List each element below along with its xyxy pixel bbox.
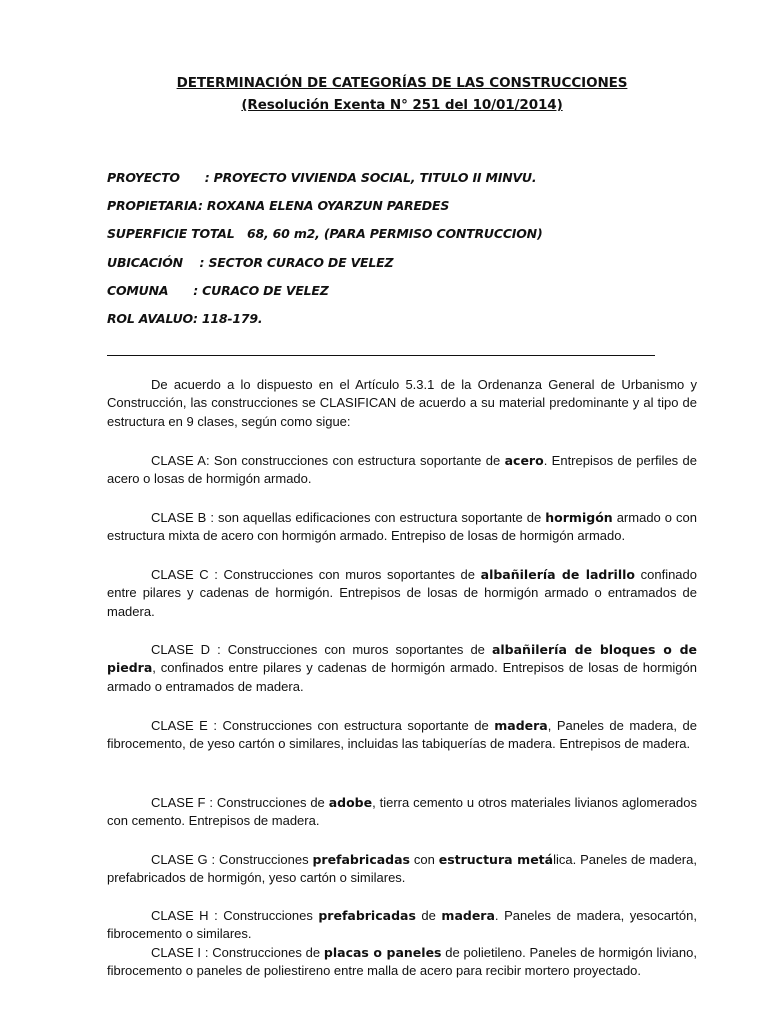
clase-b-material: hormigón	[545, 510, 613, 525]
clase-g-material: prefabricadas	[312, 852, 410, 867]
clase-f-material: adobe	[328, 795, 373, 810]
clase-e-paragraph: CLASE E : Construcciones con estructura soportante de madera, Paneles de madera, de fibrocemento, de yeso cartón o similares, incluidas las tabiquerías de madera. Entrepisos de madera.	[107, 718, 697, 752]
clase-b-paragraph: CLASE B : son aquellas edificaciones con estructura soportante de hormigón armado o con estructura mixta de acero con hormigón armado. Entrepiso de losas de hormigón armado.	[107, 510, 698, 544]
meta-comuna: COMUNA : CURACO DE VELEZ	[107, 283, 329, 298]
meta-rol-avaluo: ROL AVALUO: 118-179.	[107, 311, 263, 326]
clase-d-material: albañilería de bloques o de piedra	[107, 642, 697, 676]
meta-ubicacion: UBICACIÓN : SECTOR CURACO DE VELEZ	[107, 255, 394, 270]
clase-c-paragraph: CLASE C : Construcciones con muros soportantes de albañilería de ladrillo confinado entre pilares y cadenas de hormigón. Entrepisos de losas de hormigón armado o entramados de madera.	[107, 567, 697, 619]
clase-h-paragraph: CLASE H : Construcciones prefabricadas de madera. Paneles de madera, yesocartón, fibrocemento o similares.	[107, 908, 697, 942]
clase-a-paragraph: CLASE A: Son construcciones con estructura soportante de acero. Entrepisos de perfiles de acero o losas de hormigón armado.	[107, 453, 697, 487]
clase-i-paragraph: CLASE I : Construcciones de placas o paneles de polietileno. Paneles de hormigón liviano, fibrocemento o paneles de poliestireno entre malla de acero para recibir mortero proyectado.	[107, 945, 697, 979]
intro-paragraph: De acuerdo a lo dispuesto en el Artículo 5.3.1 de la Ordenanza General de Urbanismo y Construcción, las construcciones se CLASIFICAN de acuerdo a su material predominante y al tipo de estructura en 9 clases, según como sigue:	[107, 377, 697, 429]
meta-superficie: SUPERFICIE TOTAL 68, 60 m2, (PARA PERMISO CONTRUCCION)	[107, 226, 543, 241]
clase-h-structure: madera	[441, 908, 495, 923]
clase-d-paragraph: CLASE D : Construcciones con muros soportantes de albañilería de bloques o de piedra, confinados entre pilares y cadenas de hormigón armado. Entrepisos de losas de hormigón armado o entramados de madera.	[107, 642, 697, 694]
clase-e-material: madera	[494, 718, 548, 733]
divider-rule	[107, 355, 655, 356]
document-title: DETERMINACIÓN DE CATEGORÍAS DE LAS CONSTRUCCIONES	[176, 75, 628, 91]
clase-h-material: prefabricadas	[318, 908, 416, 923]
meta-propietaria: PROPIETARIA: ROXANA ELENA OYARZUN PAREDES	[107, 198, 450, 213]
clase-c-material: albañilería de ladrillo	[480, 567, 635, 582]
clase-g-paragraph: CLASE G : Construcciones prefabricadas con estructura metálica. Paneles de madera, prefabricados de hormigón, yeso cartón o similares.	[107, 852, 697, 886]
clase-i-material: placas o paneles	[323, 945, 442, 960]
clase-a-material: acero	[504, 453, 544, 468]
clase-g-structure: estructura metá	[438, 852, 554, 867]
clase-f-paragraph: CLASE F : Construcciones de adobe, tierra cemento u otros materiales livianos aglomerados con cemento. Entrepisos de madera.	[107, 795, 697, 829]
meta-proyecto: PROYECTO : PROYECTO VIVIENDA SOCIAL, TITULO II MINVU.	[107, 170, 537, 185]
document-subtitle: (Resolución Exenta N° 251 del 10/01/2014)	[241, 97, 563, 113]
